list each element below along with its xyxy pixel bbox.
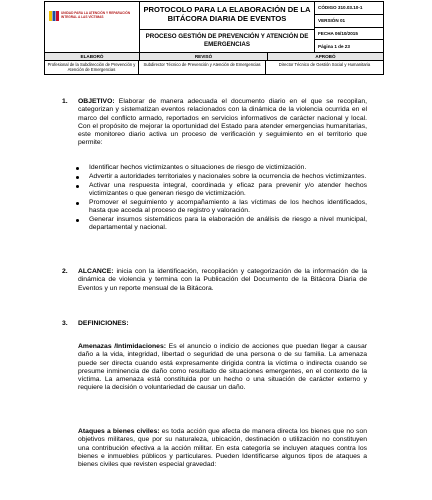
- list-item: Activar una respuesta integral, coordinada y eficaz para prevenir y/o atender hechos victimizantes o que generan riesgo de victimización.: [89, 182, 367, 199]
- objective-paragraph: [78, 98, 367, 148]
- definitions-heading: [78, 320, 367, 328]
- document-version: VERSIÓN 01: [315, 15, 383, 28]
- objective-bullet-list: [89, 164, 367, 233]
- scope-text: inicia con la identificación, recopilación y categorización de la información de la dinámica de violencia y termina con la Publicación del Documento de la Bitácora Diaria de Eventos y un reporte mensual de la Bitácora.: [78, 268, 367, 292]
- document-header-table: [44, 1, 384, 75]
- bullet-icon: [76, 176, 79, 179]
- list-item: Generar insumos sistemáticos para la elaboración de análisis de riesgo a nivel municipal, departamental y nacional.: [89, 216, 367, 233]
- section-number: 3.: [62, 320, 68, 327]
- objective-text: Elaborar de manera adecuada el documento diario en el que se recopilan, categorizan y sistematizan eventos relacionados con la dinámica de la violencia ocurrida en el marco del conflicto armado, reportados en servicios informativos de carácter nacional y local. Con el propósito de mejorar la oportunidad del Estado para atender emergencias humanitarias, este monitoreo diario activa un proceso de verificación y seguimiento en el territorio que permite:: [78, 98, 367, 147]
- document-code: CÓDIGO 310.03.10-1: [315, 2, 383, 15]
- page-number: Página 1 de 23: [318, 43, 350, 49]
- role-reviso: REVISÓ: [140, 53, 268, 60]
- definition-term: Ataques a bienes civiles:: [78, 428, 160, 435]
- institution-logo-icon: [49, 11, 59, 21]
- document-date: FECHA 06/10/2015: [315, 28, 383, 41]
- role-elaboro: ELABORÓ: [45, 53, 140, 60]
- list-item: Promover el seguimiento y acompañamiento a las víctimas de los hechos identificados, hasta que acceda al proceso de registro y valoración.: [89, 199, 367, 216]
- section-title: DEFINICIONES:: [78, 320, 129, 327]
- bullet-icon: [76, 219, 79, 222]
- bullet-icon: [76, 167, 79, 170]
- definition-threats: [78, 343, 367, 393]
- list-item: Identificar hechos victimizantes o situaciones de riesgo de victimización.: [89, 164, 367, 172]
- section-title: OBJETIVO:: [78, 98, 115, 105]
- logo-text: UNIDAD PARA LA ATENCIÓN Y REPARACIÓN INTEGRAL A LAS VÍCTIMAS: [61, 11, 131, 19]
- definition-text: Es el anuncio o indicio de acciones que puedan llegar a causar daño a la vida, integridad, libertad o seguridad de una persona o de su familia. La amenaza puede ser directa cuando está expresamente dirigida contra la víctima o indirecta cuando se presume inminencia de daño como resultado de situaciones emergentes, en el contexto de la víctima. La amenaza está constituida por un hecho o una situación de carácter externo y requiere la decisión o voluntariedad de causar un daño.: [78, 343, 367, 392]
- definition-attacks: [78, 428, 367, 469]
- section-title: ALCANCE:: [78, 268, 114, 275]
- scope-paragraph: [78, 268, 367, 293]
- section-number: 2.: [62, 268, 68, 275]
- bullet-icon: [76, 202, 79, 205]
- list-item: Advertir a autoridades territoriales y nacionales sobre la ocurrencia de hechos victimizantes.: [89, 173, 367, 181]
- role-aprobo: APROBÓ: [315, 54, 336, 59]
- document-title: PROTOCOLO PARA LA ELABORACIÓN DE LA BITÁCORA DIARIA DE EVENTOS: [140, 2, 314, 30]
- definition-text: es toda acción que afecta de manera directa los bienes que no son objetivos militares, que por su naturaleza, ubicación, destinación o utilización no constituyen una contribución efectiva a la acción militar. En esta categoría se incluyen ataques contra los bienes e inmuebles públicos y particulares. Pueden Identificarse algunos tipos de ataques a bienes civiles que revisten especial gravedad:: [78, 428, 368, 469]
- document-process: PROCESO GESTIÓN DE PREVENCIÓN Y ATENCIÓN DE EMERGENCIAS: [145, 33, 309, 48]
- logo-cell: [45, 2, 140, 52]
- role-desc-elaboro: Profesional de la Subdirección de Prevención y Atención de Emergencias: [45, 61, 139, 74]
- role-desc-aprobo: Director Técnico de Gestión Social y Humanitaria: [278, 62, 371, 67]
- section-number: 1.: [62, 98, 68, 105]
- role-desc-reviso: Subdirector Técnico de Prevención y Atención de Emergencias: [139, 61, 266, 74]
- bullet-icon: [76, 185, 79, 188]
- definition-term: Amenazas /Intimidaciones:: [78, 343, 167, 350]
